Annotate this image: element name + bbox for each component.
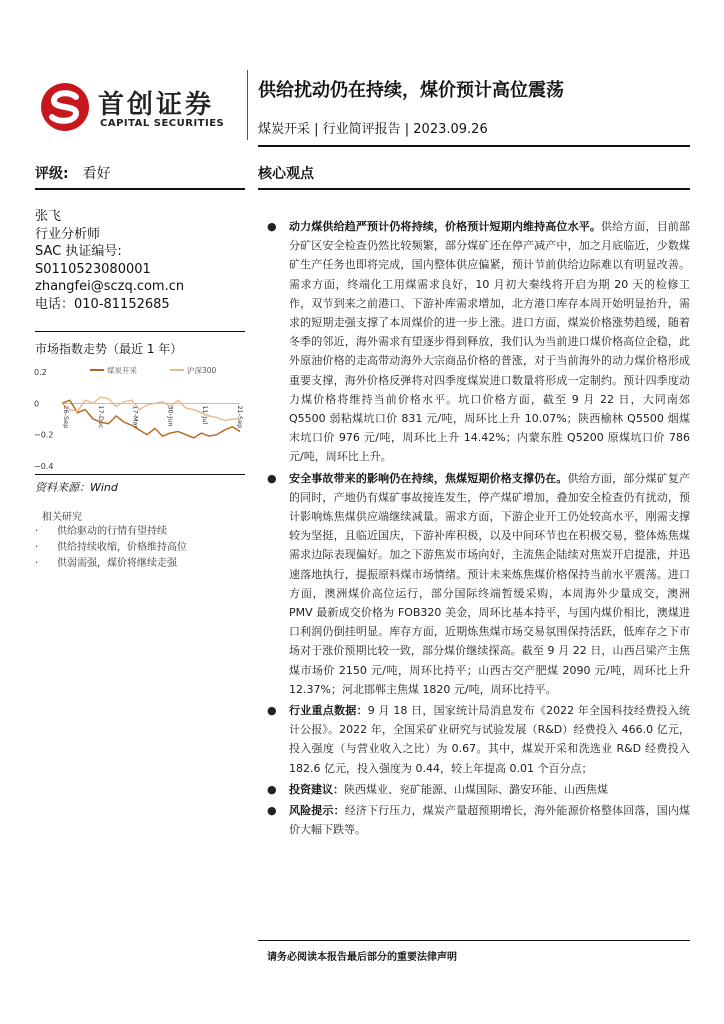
series-line-coal-mining	[62, 400, 240, 438]
rating-label: 评级:	[35, 166, 69, 182]
paragraph-heading: 动力煤供给趋严预计仍将持续，价格预计短期内维持高位水平。	[289, 220, 601, 233]
legend-label: 沪深300	[187, 366, 217, 375]
logo-chinese-name: 首创证券	[98, 90, 215, 120]
paragraph-heading: 行业重点数据：	[289, 704, 368, 718]
y-tick-label: −0.2	[34, 430, 54, 440]
x-tick-label: 30-Jun	[166, 405, 175, 427]
left-rule	[35, 188, 245, 190]
chart-bottom-rule	[35, 474, 245, 475]
y-tick-label: 0.2	[34, 368, 47, 377]
header-divider	[247, 70, 248, 140]
paragraph-text: 陕西煤业、兖矿能源、山煤国际、潞安环能、山西焦煤	[344, 782, 608, 796]
market-index-chart	[30, 362, 245, 474]
paragraph-coking-coal	[264, 469, 690, 699]
rating	[35, 163, 111, 183]
paragraph-heading: 风险提示：	[289, 804, 345, 818]
header-rule	[258, 145, 690, 147]
report-title: 供给扰动仍在持续，煤价预计高位震荡	[258, 80, 564, 101]
analyst-sac-label: SAC 执证编号:	[35, 244, 122, 259]
y-tick-label: 0	[34, 399, 40, 409]
paragraph-heading: 投资建议：	[289, 782, 344, 796]
core-view-content	[264, 217, 690, 842]
x-tick-label: 21-Sep	[236, 405, 244, 429]
chart-title: 市场指数走势（最近 1 年）	[35, 342, 183, 356]
analyst-role: 行业分析师	[35, 226, 101, 242]
legend-label: 煤炭开采	[107, 366, 137, 375]
bullet-icon: ●	[267, 804, 277, 818]
x-tick-label: 11-Jul	[201, 405, 210, 425]
analyst-info	[35, 208, 184, 313]
bullet-icon: ●	[267, 782, 277, 796]
related-bullet: ·	[35, 542, 39, 553]
chart-source: 资料来源：Wind	[35, 481, 118, 494]
related-item[interactable]	[35, 524, 187, 540]
paragraph-industry-data	[264, 701, 690, 778]
paragraph-text: 供给方面，目前部分矿区安全检查仍然比较频繁，部分煤矿还在停产减产中，加之月底临近，少数煤矿生产任务也即将完成，国内整体供应偏紧，预计节前供给边际难以有明显改善。需求方面，终端化工用煤需求良好，10 月初大秦线将开启为期 20 天的检修工作，双节到来之前港口、下游补库需求增加，北方港口库存本周开始明显抬升，需求的短期走强支撑了本周煤价的进一步上涨。进口方面，煤炭价格涨势趋缓，随着冬季的邻近，海外需求有望逐步得到释放，我们认为当前进口煤价格高位企稳，此外原油价格的走高带动海外大宗商品价格的普涨，对于当前海外的动力煤价格形成重要支撑，海外价格反弹将对四季度煤炭进口数量将形成一定制约。预计四季度动力煤价格将维持当前价格水平。坑口价格方面，截至 9 月 22 日，大同南郊 Q5500 弱粘煤坑口价 831 元/吨，周环比上升 10.07%；陕西榆林 Q5500 烟煤末坑口价 976 元/吨，周环比上升 14.42%；内蒙东胜 Q5200 原煤坑口价 786 元/吨，周环比上升。	[289, 220, 690, 464]
core-view-title: 核心观点	[258, 166, 314, 182]
analyst-phone: 电话：010-81152685	[35, 296, 170, 312]
related-item[interactable]	[35, 540, 187, 556]
paragraph-risk-warning	[264, 801, 690, 839]
footer-rule	[258, 940, 690, 941]
bullet-icon: ●	[267, 220, 277, 233]
y-tick-label: −0.4	[34, 462, 54, 471]
chart-top-rule	[35, 331, 245, 332]
rating-value: 看好	[82, 166, 111, 182]
x-tick-label: 17-Mar	[131, 405, 140, 429]
related-bullet: ·	[35, 558, 39, 569]
right-rule	[258, 188, 690, 190]
paragraph-text: 供给方面，部分煤矿复产的同时，产地仍有煤矿事故接连发生，停产煤矿增加，叠加安全检查仍有扰动，预计影响炼焦煤供应端继续减量。需求方面，下游企业开工仍处较高水平，刚需支撑较为坚挺，且临近国庆，下游补库积极，以及中间环节也在积极交易，整体炼焦煤需求边际表现偏好。加之下游焦炭市场向好，主流焦企陆续对焦炭开启提涨，并迅速落地执行，提振原料煤市场情绪。预计未来炼焦煤价格保持当前水平震荡。进口方面，澳洲煤价高位运行，部分国际终端暂缓采购，本周海外少量成交，澳洲 PMV 最新成交价格为 FOB320 美金，周环比基本持平，与国内煤价相比，澳煤进口利润仍倒挂明显。库存方面，近期炼焦煤市场交易氛围保持活跃，低库存之下市场对于涨价预期比较一致，部分煤价继续探高。截至 9 月 22 日，山西吕梁产主焦煤市场价 2150 元/吨，周环比持平；山西古交产肥煤 2090 元/吨，周环比上升 12.37%；河北邯郸主焦煤 1820 元/吨，周环比持平。	[289, 471, 691, 696]
related-item-text: 供给驱动的行情有望持续	[57, 526, 167, 537]
x-tick-label: 26-Sep	[62, 405, 70, 429]
paragraph-text: 9 月 18 日，国家统计局消息发布《2022 年全国科技经费投入统计公报》。2022 年，全国采矿业研究与试验发展（R&D）经费投入 466.0 亿元，投入强度（与营业收入之比）为 0.67。其中，煤炭开采和洗选业 R&D 经费投入 182.6 亿元，投入强度为 0.44，较上年提高 0.01 个百分点；	[289, 704, 690, 775]
company-logo-icon	[40, 82, 90, 132]
logo-english-name: CAPITAL SECURITIES	[100, 118, 225, 129]
analyst-sac-number: S0110523080001	[35, 261, 151, 277]
series-line-csi300	[62, 397, 240, 421]
bullet-icon: ●	[267, 704, 277, 718]
paragraph-text: 经济下行压力，煤炭产量超预期增长，海外能源价格整体回落，国内煤价大幅下跌等。	[289, 804, 691, 837]
legal-disclaimer-footer: 请务必阅读本报告最后部分的重要法律声明	[267, 952, 457, 963]
related-research-title: 相关研究	[42, 512, 82, 523]
analyst-name: 张飞	[35, 209, 62, 224]
report-subtitle: 煤炭开采 | 行业简评报告 | 2023.09.26	[258, 122, 488, 137]
related-item-text: 供给持续收缩，价格维持高位	[57, 542, 187, 553]
paragraph-investment-advice	[264, 780, 690, 799]
related-item-text: 供弱需强，煤价将继续走强	[57, 558, 177, 569]
paragraph-thermal-coal	[264, 217, 690, 467]
analyst-email[interactable]: zhangfei@sczq.com.cn	[35, 279, 185, 294]
bullet-icon: ●	[267, 471, 277, 485]
related-bullet: ·	[35, 526, 39, 537]
paragraph-heading: 安全事故带来的影响仍在持续，焦煤短期价格支撑仍在。	[289, 471, 568, 485]
related-research-list	[35, 524, 187, 572]
x-tick-label: 17-Dec	[96, 405, 105, 429]
related-item[interactable]	[35, 556, 187, 572]
